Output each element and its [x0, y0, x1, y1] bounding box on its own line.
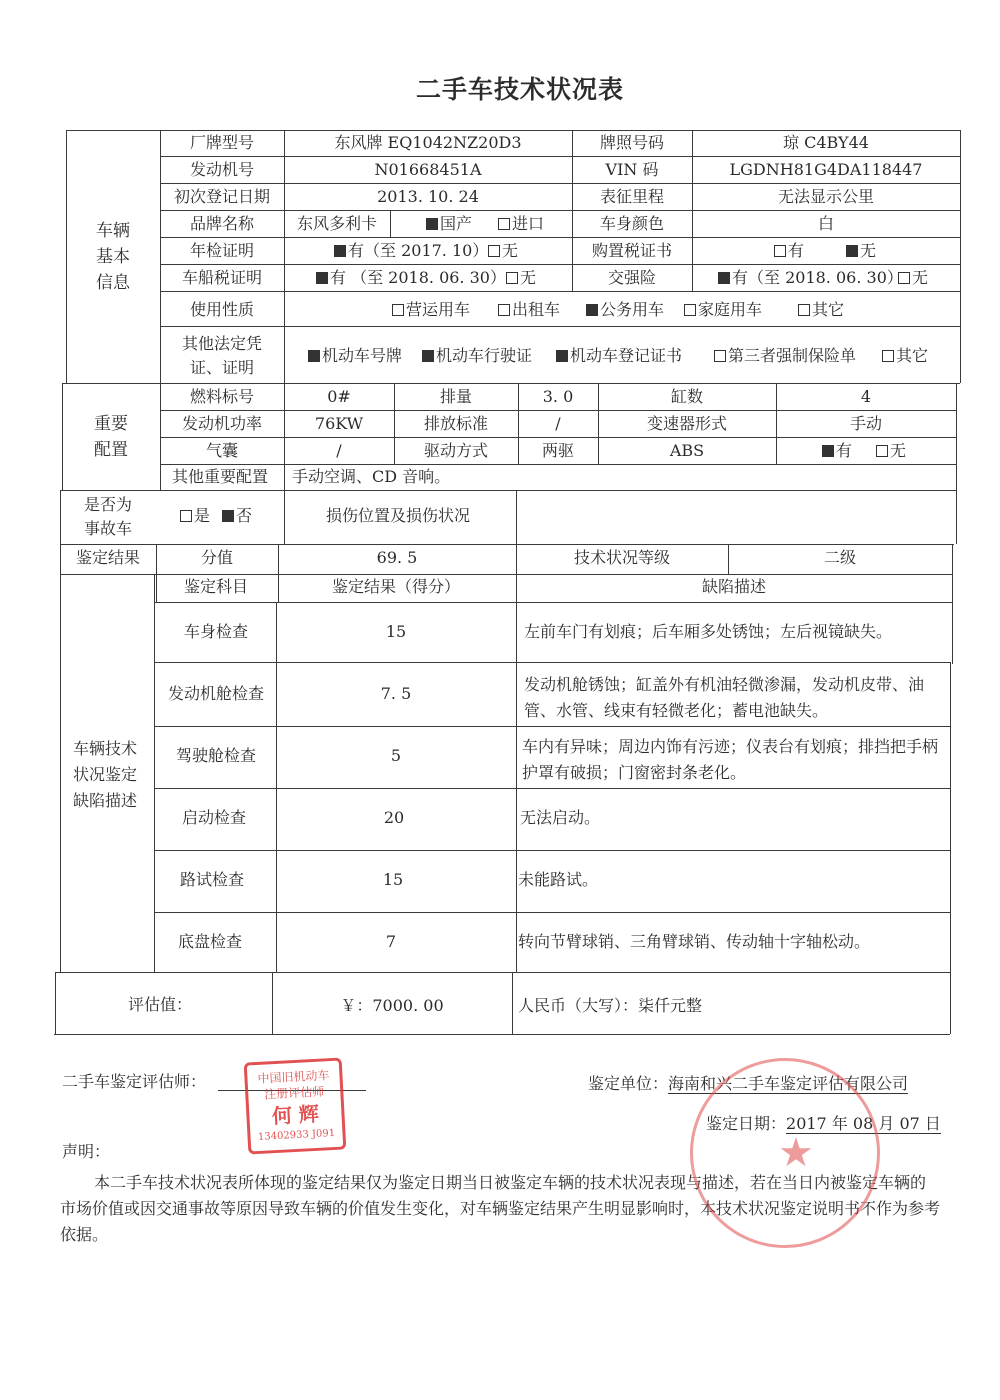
- engine-no-value: N01668451A: [374, 160, 482, 179]
- col-item-header: 鉴定科目: [183, 577, 249, 596]
- defect-score-start: 20: [383, 808, 405, 827]
- usage-option-operating[interactable]: 营运用车: [392, 300, 470, 320]
- row-line: [60, 574, 952, 575]
- docs-option-plate[interactable]: 机动车号牌: [308, 346, 402, 366]
- table-border-top: [66, 130, 960, 131]
- row-line: [160, 210, 960, 211]
- empty-box-icon: [498, 304, 510, 316]
- col-line: [276, 602, 277, 972]
- docs-option-license[interactable]: 机动车行驶证: [422, 346, 532, 366]
- docs-option-other[interactable]: 其它: [882, 346, 928, 366]
- emission-value: /: [555, 414, 561, 433]
- defect-item-engine: 发动机舱检查: [167, 684, 265, 703]
- imported-checkbox[interactable]: 进口: [498, 214, 544, 234]
- checked-box-icon: [316, 272, 328, 284]
- col-line: [154, 574, 155, 972]
- row-line: [60, 544, 954, 545]
- col-line: [598, 383, 599, 464]
- empty-box-icon: [898, 272, 910, 284]
- usage-option-other[interactable]: 其它: [798, 300, 844, 320]
- row-line: [160, 264, 960, 265]
- mileage-label: 表征里程: [599, 187, 665, 206]
- table-border-bottom: [54, 1034, 950, 1035]
- row-line: [56, 972, 950, 973]
- col-line: [394, 383, 395, 464]
- col-line: [60, 490, 61, 972]
- plate-label: 牌照号码: [599, 133, 665, 152]
- row-line: [160, 156, 960, 157]
- col-line: [62, 383, 63, 490]
- cylinders-label: 缸数: [670, 387, 704, 406]
- drive-value: 两驱: [541, 441, 575, 460]
- accident-yes-checkbox[interactable]: 是: [180, 506, 210, 526]
- plate-value: 琼 C4BY44: [783, 133, 869, 152]
- row-line: [160, 326, 960, 327]
- other-docs-label: 其他法定凭 证、证明: [181, 334, 263, 377]
- statement-label: 声明：: [62, 1142, 111, 1161]
- empty-box-icon: [506, 272, 518, 284]
- engine-no-label: 发动机号: [189, 160, 255, 179]
- defect-score-engine: 7. 5: [380, 684, 412, 703]
- valuation-amount: ￥：7000. 00: [340, 996, 444, 1015]
- defect-desc-start: 无法启动。: [520, 808, 601, 827]
- col-line: [278, 544, 279, 602]
- defect-score-cabin: 5: [390, 746, 402, 765]
- empty-box-icon: [498, 218, 510, 230]
- org-name: 海南和兴二手车鉴定评估有限公司: [668, 1074, 909, 1093]
- row-line: [154, 602, 952, 603]
- other-config-value: 手动空调、CD 音响。: [292, 467, 451, 486]
- score-value: 69. 5: [376, 548, 418, 567]
- org-line: 鉴定单位：海南和兴二手车鉴定评估有限公司: [588, 1074, 909, 1093]
- docs-option-insurance[interactable]: 第三者强制保险单: [714, 346, 856, 366]
- empty-box-icon: [684, 304, 696, 316]
- row-line: [160, 183, 960, 184]
- col-line: [956, 383, 957, 544]
- empty-box-icon: [392, 304, 404, 316]
- defect-item-road: 路试检查: [179, 870, 245, 889]
- usage-option-family[interactable]: 家庭用车: [684, 300, 762, 320]
- usage-option-official[interactable]: 公务用车: [586, 300, 664, 320]
- col-line: [950, 662, 951, 1034]
- airbag-label: 气囊: [205, 441, 239, 460]
- defect-desc-cabin: 车内有异味；周边内饰有污迹；仪表台有划痕；排挡把手柄护罩有破损；门窗密封条老化。: [522, 737, 939, 782]
- fuel-label: 燃料标号: [189, 387, 255, 406]
- insurance-yes-checkbox[interactable]: 有（至 2018. 06. 30）: [718, 268, 903, 288]
- checked-box-icon: [222, 510, 234, 522]
- brand-model-value: 东风牌 EQ1042NZ20D3: [334, 133, 522, 152]
- inspection-label: 年检证明: [189, 241, 255, 260]
- checked-box-icon: [586, 304, 598, 316]
- row-line: [62, 383, 960, 384]
- empty-box-icon: [798, 304, 810, 316]
- section-config: 重要 配置: [94, 414, 128, 460]
- power-value: 76KW: [314, 414, 364, 433]
- airbag-value: /: [336, 441, 342, 460]
- grade-value: 二级: [823, 548, 857, 567]
- inspection-no-checkbox[interactable]: 无: [488, 241, 518, 261]
- accident-label: 是否为 事故车: [83, 495, 133, 538]
- col-line: [512, 972, 513, 1034]
- row-line: [154, 912, 950, 913]
- empty-box-icon: [882, 350, 894, 362]
- col-line: [156, 544, 157, 602]
- statement-text: 本二手车技术状况表所体现的鉴定结果仅为鉴定日期当日被鉴定车辆的技术状况表现与描述，若在当日内被鉴定车辆的市场价值或因交通事故等原因导致车辆的价值发生变化，对车辆鉴定结果产生明显影响时，本技术状况鉴定说明书不作为参考依据。: [60, 1173, 941, 1244]
- emission-label: 排放标准: [423, 414, 489, 433]
- checked-box-icon: [334, 245, 346, 257]
- brand-name-label: 品牌名称: [189, 214, 255, 233]
- drive-label: 驱动方式: [423, 441, 489, 460]
- col-line: [55, 972, 56, 1034]
- row-line: [160, 410, 956, 411]
- valuation-label: 评估值：: [127, 995, 193, 1014]
- vessel-tax-yes-checkbox[interactable]: 有 （至 2018. 06. 30）: [316, 268, 506, 288]
- defect-desc-body: 左前车门有划痕；后车厢多处锈蚀；左后视镜缺失。: [524, 622, 893, 641]
- valuation-upper: 人民币（大写）：柒仟元整: [518, 996, 703, 1015]
- mileage-value: 无法显示公里: [777, 187, 875, 206]
- checked-box-icon: [846, 245, 858, 257]
- brand-name-value: 东风多利卡: [296, 214, 378, 233]
- empty-box-icon: [714, 350, 726, 362]
- defect-score-road: 15: [382, 870, 404, 889]
- col-line: [390, 210, 391, 237]
- col-line: [692, 130, 693, 291]
- displacement-label: 排量: [439, 387, 473, 406]
- defect-desc-chassis: 转向节臂球销、三角臂球销、传动轴十字轴松动。: [518, 932, 871, 951]
- defect-desc-engine: 发动机舱锈蚀；缸盖外有机油轻微渗漏，发动机皮带、油管、水管、线束有轻微老化；蓄电池缺失。: [524, 675, 925, 720]
- empty-box-icon: [774, 245, 786, 257]
- section-defects: 车辆技术 状况鉴定 缺陷描述: [72, 739, 138, 810]
- col-line: [66, 130, 67, 383]
- cylinders-value: 4: [860, 387, 872, 406]
- transmission-label: 变速器形式: [646, 414, 728, 433]
- defect-score-body: 15: [385, 622, 407, 641]
- checked-box-icon: [422, 350, 434, 362]
- inspection-yes-checkbox[interactable]: 有（至 2017. 10）: [334, 241, 488, 261]
- first-reg-value: 2013. 10. 24: [377, 187, 479, 206]
- date-line: 鉴定日期：2017 年 08 月 07 日: [706, 1114, 941, 1133]
- col-line: [284, 130, 285, 544]
- score-label: 分值: [200, 548, 234, 567]
- checked-box-icon: [308, 350, 320, 362]
- power-label: 发动机功率: [181, 414, 263, 433]
- accident-no-checkbox[interactable]: 否: [222, 506, 252, 526]
- insurance-label: 交强险: [607, 268, 657, 287]
- domestic-checkbox[interactable]: 国产: [426, 214, 472, 234]
- empty-box-icon: [488, 245, 500, 257]
- transmission-value: 手动: [849, 414, 883, 433]
- section-basic-info: 车辆 基本 信息: [96, 221, 130, 293]
- insurance-no-checkbox[interactable]: 无: [898, 268, 928, 288]
- row-line: [60, 490, 956, 491]
- color-value: 白: [817, 214, 835, 233]
- purchase-tax-yes-checkbox[interactable]: 有: [774, 241, 804, 261]
- usage-label: 使用性质: [189, 300, 255, 319]
- grade-label: 技术状况等级: [573, 548, 671, 567]
- col-line: [518, 383, 519, 464]
- appraisal-date: 2017 年 08 月 07 日: [786, 1114, 941, 1133]
- company-seal: [690, 1058, 880, 1248]
- other-config-label: 其他重要配置: [171, 467, 269, 486]
- defect-score-chassis: 7: [385, 932, 397, 951]
- first-reg-label: 初次登记日期: [173, 187, 271, 206]
- row-line: [160, 237, 960, 238]
- vin-label: VIN 码: [605, 160, 659, 179]
- empty-box-icon: [876, 445, 888, 457]
- vin-value: LGDNH81G4DA118447: [729, 160, 923, 179]
- col-result-header: 鉴定结果（得分）: [331, 577, 461, 596]
- checked-box-icon: [556, 350, 568, 362]
- defect-item-cabin: 驾驶舱检查: [175, 746, 257, 765]
- appraiser-seal: 中国旧机动车 注册评估师 何 辉 13402933 J091: [244, 1057, 347, 1154]
- checked-box-icon: [718, 272, 730, 284]
- appraiser-label: 二手车鉴定评估师：: [62, 1072, 207, 1091]
- defect-item-chassis: 底盘检查: [177, 932, 243, 951]
- checked-box-icon: [426, 218, 438, 230]
- defect-item-body: 车身检查: [183, 622, 249, 641]
- docs-option-registration[interactable]: 机动车登记证书: [556, 346, 682, 366]
- row-line: [154, 726, 950, 727]
- usage-option-taxi[interactable]: 出租车: [498, 300, 560, 320]
- row-line: [160, 464, 956, 465]
- row-line: [160, 437, 956, 438]
- row-line: [160, 291, 960, 292]
- vessel-tax-no-checkbox[interactable]: 无: [506, 268, 536, 288]
- purchase-tax-no-checkbox[interactable]: 无: [846, 241, 876, 261]
- col-line: [516, 490, 517, 972]
- row-line: [154, 788, 950, 789]
- checked-box-icon: [822, 445, 834, 457]
- result-label: 鉴定结果: [75, 548, 141, 567]
- col-desc-header: 缺陷描述: [701, 577, 767, 596]
- abs-label: ABS: [669, 441, 705, 460]
- row-line: [154, 850, 950, 851]
- defect-desc-road: 未能路试。: [518, 870, 599, 889]
- col-line: [776, 383, 777, 464]
- color-label: 车身颜色: [599, 214, 665, 233]
- vessel-tax-label: 车船税证明: [181, 268, 263, 287]
- displacement-value: 3. 0: [542, 387, 574, 406]
- fuel-value: 0#: [327, 387, 351, 406]
- empty-box-icon: [180, 510, 192, 522]
- abs-no-checkbox[interactable]: 无: [876, 441, 906, 461]
- col-line: [960, 130, 961, 383]
- col-line: [952, 544, 953, 664]
- col-line: [572, 130, 573, 291]
- damage-label: 损伤位置及损伤状况: [325, 506, 471, 525]
- page-title: 二手车技术状况表: [415, 75, 624, 104]
- defect-item-start: 启动检查: [181, 808, 247, 827]
- star-icon: ★: [778, 1130, 814, 1176]
- col-line: [160, 130, 161, 490]
- abs-yes-checkbox[interactable]: 有: [822, 441, 852, 461]
- col-line: [728, 544, 729, 574]
- col-line: [272, 972, 273, 1034]
- row-line: [154, 662, 950, 663]
- brand-model-label: 厂牌型号: [189, 133, 255, 152]
- purchase-tax-label: 购置税证书: [591, 241, 673, 260]
